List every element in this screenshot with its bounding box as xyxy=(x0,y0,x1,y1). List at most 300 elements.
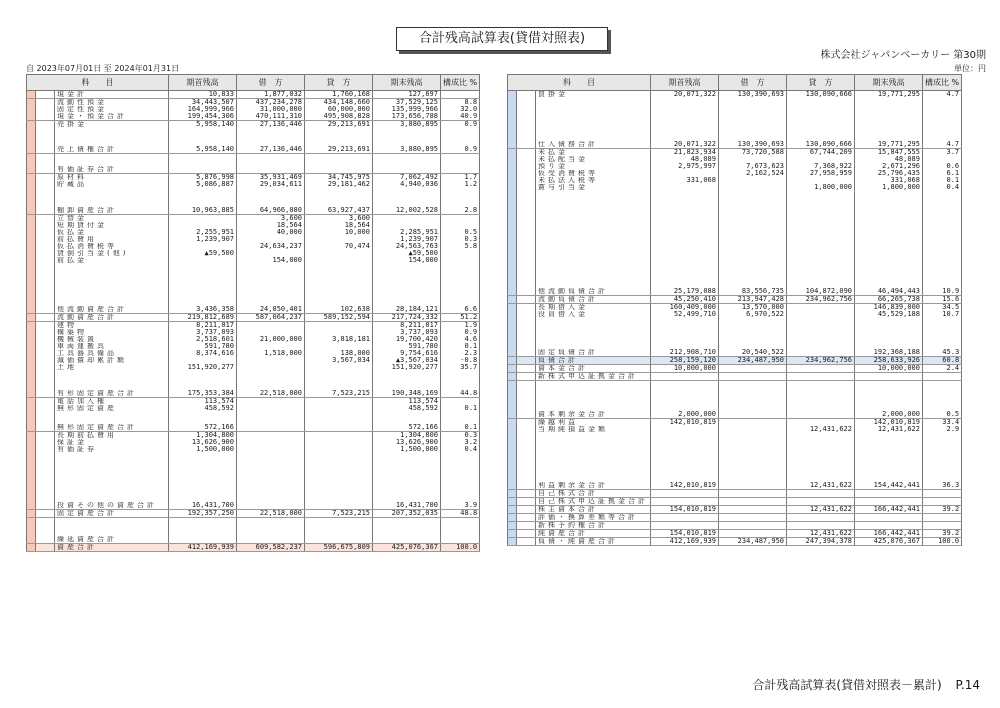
credit-amount xyxy=(305,329,373,336)
debit-amount: 20,540,522 xyxy=(719,349,787,357)
credit-amount xyxy=(787,521,855,529)
section-bar xyxy=(27,236,36,243)
section-bar xyxy=(27,229,36,236)
account-name: 株主資本合計 xyxy=(536,505,651,513)
composition-ratio: 3.2 xyxy=(441,439,480,446)
section-bar xyxy=(508,148,517,156)
section-bar xyxy=(508,170,517,177)
closing-balance: 217,724,332 xyxy=(373,314,441,322)
closing-balance xyxy=(373,154,441,161)
credit-amount xyxy=(787,364,855,372)
closing-balance: 46,494,443 xyxy=(855,288,923,296)
closing-balance xyxy=(855,489,923,497)
debit-amount xyxy=(719,497,787,505)
table-row xyxy=(27,314,480,322)
debit-amount: 2,162,524 xyxy=(719,170,787,177)
category-cell xyxy=(36,166,55,174)
table-row xyxy=(27,536,480,544)
composition-ratio: -0.8 xyxy=(441,357,480,364)
credit-amount: 18,564 xyxy=(305,222,373,229)
category-cell xyxy=(517,304,536,312)
debit-amount: 35,931,469 xyxy=(237,174,305,182)
credit-amount: 63,927,437 xyxy=(305,207,373,215)
account-name: 現金・預金合計 xyxy=(55,113,169,121)
opening-balance: ▲59,500 xyxy=(169,250,237,257)
debit-amount xyxy=(237,322,305,330)
category-cell xyxy=(36,390,55,398)
table-row xyxy=(27,364,480,371)
debit-amount: 22,518,000 xyxy=(237,390,305,398)
composition-ratio: 60.8 xyxy=(923,356,962,364)
credit-amount: 495,908,828 xyxy=(305,113,373,121)
debit-amount: 13,570,000 xyxy=(719,304,787,312)
category-cell xyxy=(36,99,55,107)
opening-balance xyxy=(651,380,719,387)
composition-ratio: 8.8 xyxy=(441,99,480,107)
period-range: 自 2023年07月01日 至 2024年01月31日 xyxy=(26,64,180,73)
credit-amount xyxy=(787,513,855,521)
composition-ratio: 0.3 xyxy=(441,236,480,243)
section-bar xyxy=(27,257,36,264)
credit-amount: 1,800,000 xyxy=(787,184,855,191)
account-name: 無形固定資産 xyxy=(55,405,169,412)
account-name: 有価証券 xyxy=(55,446,169,453)
closing-balance: 8,211,017 xyxy=(373,322,441,330)
section-bar xyxy=(27,250,36,257)
closing-balance: 425,076,367 xyxy=(855,537,923,545)
closing-balance: 2,285,951 xyxy=(373,229,441,236)
account-name: 仮受消費税等 xyxy=(536,170,651,177)
category-cell xyxy=(36,181,55,188)
category-cell xyxy=(517,141,536,149)
category-cell xyxy=(517,356,536,364)
opening-balance: 151,920,277 xyxy=(169,364,237,371)
category-cell xyxy=(36,250,55,257)
opening-balance: 113,574 xyxy=(169,397,237,405)
section-bar xyxy=(508,482,517,490)
debit-amount: 40,000 xyxy=(237,229,305,236)
closing-balance: 3,880,895 xyxy=(373,121,441,129)
section-bar xyxy=(27,222,36,229)
table-row xyxy=(508,311,962,318)
closing-balance: ▲3,567,034 xyxy=(373,357,441,364)
opening-balance: 3,737,093 xyxy=(169,329,237,336)
account-name: 純資産合計 xyxy=(536,529,651,537)
closing-balance: ▲59,500 xyxy=(373,250,441,257)
section-bar xyxy=(508,497,517,505)
table-row xyxy=(508,156,962,163)
table-row xyxy=(27,229,480,236)
section-bar xyxy=(508,372,517,380)
opening-balance xyxy=(651,497,719,505)
category-cell xyxy=(517,482,536,490)
opening-balance: 572,166 xyxy=(169,424,237,432)
category-cell xyxy=(36,543,55,551)
credit-amount: 234,962,756 xyxy=(787,356,855,364)
account-name: 固定負債合計 xyxy=(536,349,651,357)
account-name: 建物 xyxy=(55,322,169,330)
table-row xyxy=(27,343,480,350)
credit-amount xyxy=(787,304,855,312)
closing-balance: 1,800,000 xyxy=(855,184,923,191)
category-cell xyxy=(36,257,55,264)
account-name: 自己株式申込証拠金合計 xyxy=(536,497,651,505)
opening-balance xyxy=(169,222,237,229)
account-name: 買掛金 xyxy=(536,91,651,99)
opening-balance: 591,780 xyxy=(169,343,237,350)
composition-ratio: 0.6 xyxy=(923,163,962,170)
opening-balance: 164,999,966 xyxy=(169,106,237,113)
credit-amount xyxy=(787,497,855,505)
account-name: 負債合計 xyxy=(536,356,651,364)
section-bar xyxy=(508,304,517,312)
opening-balance xyxy=(651,426,719,433)
composition-ratio: 1.9 xyxy=(441,322,480,330)
credit-amount xyxy=(305,431,373,439)
debit-amount xyxy=(719,505,787,513)
composition-ratio xyxy=(923,489,962,497)
section-bar xyxy=(508,91,517,99)
debit-amount: 154,000 xyxy=(237,257,305,264)
credit-amount: 434,148,660 xyxy=(305,99,373,107)
composition-ratio xyxy=(441,536,480,544)
category-cell xyxy=(517,349,536,357)
debit-amount: 31,000,000 xyxy=(237,106,305,113)
composition-ratio: 51.2 xyxy=(441,314,480,322)
account-name: 工具器具備品 xyxy=(55,350,169,357)
opening-balance: 5,086,887 xyxy=(169,181,237,188)
credit-amount xyxy=(305,343,373,350)
credit-amount xyxy=(787,489,855,497)
section-bar xyxy=(27,243,36,250)
closing-balance: 66,265,738 xyxy=(855,296,923,304)
credit-amount xyxy=(305,154,373,161)
section-bar xyxy=(508,296,517,304)
account-name: 預り金 xyxy=(536,163,651,170)
section-bar xyxy=(27,322,36,330)
closing-balance: 25,796,435 xyxy=(855,170,923,177)
table-row xyxy=(508,513,962,521)
closing-balance: 19,771,295 xyxy=(855,91,923,99)
debit-amount: 234,487,950 xyxy=(719,356,787,364)
opening-balance: 412,169,939 xyxy=(651,537,719,545)
table-row xyxy=(508,521,962,529)
col-header-debit: 借 方 xyxy=(719,75,787,91)
category-cell xyxy=(517,419,536,427)
account-name: 当期純損益金額 xyxy=(536,426,651,433)
category-cell xyxy=(517,489,536,497)
table-row xyxy=(27,322,480,330)
section-bar xyxy=(508,163,517,170)
composition-ratio: 5.8 xyxy=(441,243,480,250)
debit-amount: 213,947,428 xyxy=(719,296,787,304)
debit-amount xyxy=(719,380,787,387)
debit-amount xyxy=(237,329,305,336)
category-cell xyxy=(36,306,55,314)
closing-balance: 151,920,277 xyxy=(373,364,441,371)
credit-amount xyxy=(787,411,855,419)
closing-balance: 3,737,093 xyxy=(373,329,441,336)
closing-balance: 12,002,528 xyxy=(373,207,441,215)
credit-amount: 27,958,959 xyxy=(787,170,855,177)
debit-amount: 1,877,032 xyxy=(237,91,305,99)
section-bar xyxy=(27,146,36,154)
opening-balance: 52,499,710 xyxy=(651,311,719,318)
composition-ratio: 45.3 xyxy=(923,349,962,357)
opening-balance xyxy=(169,166,237,174)
composition-ratio xyxy=(923,497,962,505)
credit-amount: 130,090,666 xyxy=(787,141,855,149)
section-bar xyxy=(27,502,36,510)
credit-amount: 3,567,034 xyxy=(305,357,373,364)
section-bar xyxy=(27,405,36,412)
credit-amount xyxy=(305,536,373,544)
account-name: 投資その他の資産合計 xyxy=(55,502,169,510)
credit-amount: 29,213,691 xyxy=(305,121,373,129)
debit-amount: 27,136,446 xyxy=(237,146,305,154)
opening-balance xyxy=(651,184,719,191)
table-row xyxy=(27,146,480,154)
composition-ratio: 3.7 xyxy=(923,148,962,156)
section-bar xyxy=(27,181,36,188)
opening-balance: 1,500,000 xyxy=(169,446,237,453)
credit-amount xyxy=(787,380,855,387)
composition-ratio: 0.4 xyxy=(923,184,962,191)
company-name: 株式会社ジャパンベーカリー 第30期 xyxy=(820,50,986,61)
opening-balance: 13,626,900 xyxy=(169,439,237,446)
table-row xyxy=(508,91,962,99)
composition-ratio: 2.9 xyxy=(923,426,962,433)
table-row xyxy=(508,497,962,505)
account-name: 流動資産合計 xyxy=(55,314,169,322)
section-bar xyxy=(508,349,517,357)
category-cell xyxy=(36,439,55,446)
credit-amount: 70,474 xyxy=(305,243,373,250)
section-bar xyxy=(27,357,36,364)
credit-amount xyxy=(787,156,855,163)
composition-ratio xyxy=(441,257,480,264)
table-row xyxy=(508,489,962,497)
debit-amount xyxy=(719,482,787,490)
closing-balance: 7,062,492 xyxy=(373,174,441,182)
opening-balance: 1,304,800 xyxy=(169,431,237,439)
section-bar xyxy=(27,306,36,314)
category-cell xyxy=(36,174,55,182)
closing-balance: 28,184,121 xyxy=(373,306,441,314)
section-bar xyxy=(27,424,36,432)
composition-ratio: 15.6 xyxy=(923,296,962,304)
category-cell xyxy=(36,91,55,99)
debit-amount xyxy=(237,397,305,405)
assets-header-row xyxy=(27,75,480,91)
account-name: 資産合計 xyxy=(55,543,169,551)
category-cell xyxy=(517,529,536,537)
table-row xyxy=(508,411,962,419)
closing-balance: 10,000,000 xyxy=(855,364,923,372)
closing-balance: 127,697 xyxy=(373,91,441,99)
section-bar xyxy=(27,113,36,121)
composition-ratio: 32.0 xyxy=(441,106,480,113)
table-row xyxy=(27,543,480,551)
closing-balance xyxy=(855,372,923,380)
section-bar xyxy=(27,517,36,524)
account-name xyxy=(55,154,169,161)
debit-amount: 7,673,623 xyxy=(719,163,787,170)
credit-amount: 102,638 xyxy=(305,306,373,314)
closing-balance: 154,000 xyxy=(373,257,441,264)
table-row xyxy=(27,509,480,517)
col-header-credit: 貸 方 xyxy=(305,75,373,91)
composition-ratio: 34.5 xyxy=(923,304,962,312)
closing-balance: 572,166 xyxy=(373,424,441,432)
composition-ratio: 0.5 xyxy=(923,411,962,419)
credit-amount: 247,394,378 xyxy=(787,537,855,545)
composition-ratio xyxy=(923,380,962,387)
opening-balance xyxy=(651,372,719,380)
category-cell xyxy=(36,336,55,343)
opening-balance: 2,255,951 xyxy=(169,229,237,236)
debit-amount: 27,136,446 xyxy=(237,121,305,129)
composition-ratio: 10.9 xyxy=(923,288,962,296)
composition-ratio: 0.3 xyxy=(441,431,480,439)
section-bar xyxy=(508,537,517,545)
section-bar xyxy=(27,536,36,544)
section-bar xyxy=(508,380,517,387)
category-cell xyxy=(517,380,536,387)
account-name: 利益剰余金合計 xyxy=(536,482,651,490)
credit-amount xyxy=(305,517,373,524)
account-name: 土地 xyxy=(55,364,169,371)
table-row xyxy=(508,537,962,545)
credit-amount xyxy=(787,177,855,184)
table-row xyxy=(508,141,962,149)
table-row xyxy=(508,356,962,364)
opening-balance xyxy=(169,243,237,250)
composition-ratio: 0.5 xyxy=(441,229,480,236)
category-cell xyxy=(517,426,536,433)
account-name: 他流動資産合計 xyxy=(55,306,169,314)
table-row xyxy=(508,419,962,427)
debit-amount xyxy=(719,419,787,427)
col-header-credit: 貸 方 xyxy=(787,75,855,91)
table-row xyxy=(508,304,962,312)
account-name: 未払配当金 xyxy=(536,156,651,163)
debit-amount xyxy=(237,536,305,544)
category-cell xyxy=(36,364,55,371)
account-name: 長期借入金 xyxy=(536,304,651,312)
category-cell xyxy=(517,411,536,419)
closing-balance: 154,442,441 xyxy=(855,482,923,490)
section-bar xyxy=(508,311,517,318)
opening-balance: 219,812,689 xyxy=(169,314,237,322)
account-name: 棚卸資産合計 xyxy=(55,207,169,215)
table-row xyxy=(27,397,480,405)
composition-ratio: 6.1 xyxy=(923,170,962,177)
closing-balance: 15,847,555 xyxy=(855,148,923,156)
opening-balance xyxy=(169,536,237,544)
account-name: 短期貸付金 xyxy=(55,222,169,229)
category-cell xyxy=(36,350,55,357)
credit-amount: 7,523,215 xyxy=(305,390,373,398)
debit-amount: 609,582,237 xyxy=(237,543,305,551)
account-name: 流動負債合計 xyxy=(536,296,651,304)
opening-balance: 45,250,410 xyxy=(651,296,719,304)
category-cell xyxy=(36,113,55,121)
credit-amount: 12,431,622 xyxy=(787,426,855,433)
opening-balance: 199,454,306 xyxy=(169,113,237,121)
table-row xyxy=(27,113,480,121)
credit-amount: 1,760,168 xyxy=(305,91,373,99)
category-cell xyxy=(517,156,536,163)
account-name: 繰延資産合計 xyxy=(55,536,169,544)
table-row xyxy=(27,250,480,257)
liabilities-header-row xyxy=(508,75,962,91)
category-cell xyxy=(36,121,55,129)
account-name: 減価償却累計額 xyxy=(55,357,169,364)
credit-amount: 7,523,215 xyxy=(305,509,373,517)
table-row xyxy=(27,390,480,398)
section-bar xyxy=(508,177,517,184)
section-bar xyxy=(508,513,517,521)
section-bar xyxy=(508,356,517,364)
credit-amount: 60,000,000 xyxy=(305,106,373,113)
category-cell xyxy=(36,357,55,364)
credit-amount: 29,213,691 xyxy=(305,146,373,154)
account-name: 繰越利益 xyxy=(536,419,651,427)
closing-balance xyxy=(855,513,923,521)
category-cell xyxy=(36,154,55,161)
composition-ratio: 36.3 xyxy=(923,482,962,490)
col-header-closing: 期末残高 xyxy=(855,75,923,91)
section-bar xyxy=(508,141,517,149)
opening-balance: 142,010,819 xyxy=(651,419,719,427)
opening-balance xyxy=(169,517,237,524)
opening-balance: 8,374,616 xyxy=(169,350,237,357)
closing-balance: 2,000,000 xyxy=(855,411,923,419)
composition-ratio: 44.8 xyxy=(441,390,480,398)
composition-ratio: 2.8 xyxy=(441,207,480,215)
closing-balance: 9,754,616 xyxy=(373,350,441,357)
composition-ratio: 0.9 xyxy=(441,146,480,154)
credit-amount: 12,431,622 xyxy=(787,482,855,490)
account-name: 固定資産合計 xyxy=(55,509,169,517)
category-cell xyxy=(36,446,55,453)
section-bar xyxy=(508,288,517,296)
category-cell xyxy=(517,537,536,545)
debit-amount xyxy=(237,166,305,174)
opening-balance: 5,958,140 xyxy=(169,146,237,154)
category-cell xyxy=(36,243,55,250)
closing-balance xyxy=(855,380,923,387)
debit-amount xyxy=(719,411,787,419)
section-bar xyxy=(27,439,36,446)
section-bar xyxy=(508,411,517,419)
table-row xyxy=(508,170,962,177)
category-cell xyxy=(517,288,536,296)
table-row xyxy=(27,99,480,107)
table-row xyxy=(508,482,962,490)
category-cell xyxy=(517,513,536,521)
col-header-account: 科 目 xyxy=(27,75,169,91)
opening-balance: 258,159,120 xyxy=(651,356,719,364)
account-name: 機械装置 xyxy=(55,336,169,343)
category-cell xyxy=(517,372,536,380)
table-row xyxy=(508,163,962,170)
category-cell xyxy=(36,229,55,236)
composition-ratio: 39.2 xyxy=(923,505,962,513)
section-bar xyxy=(508,529,517,537)
credit-amount: 596,675,809 xyxy=(305,543,373,551)
